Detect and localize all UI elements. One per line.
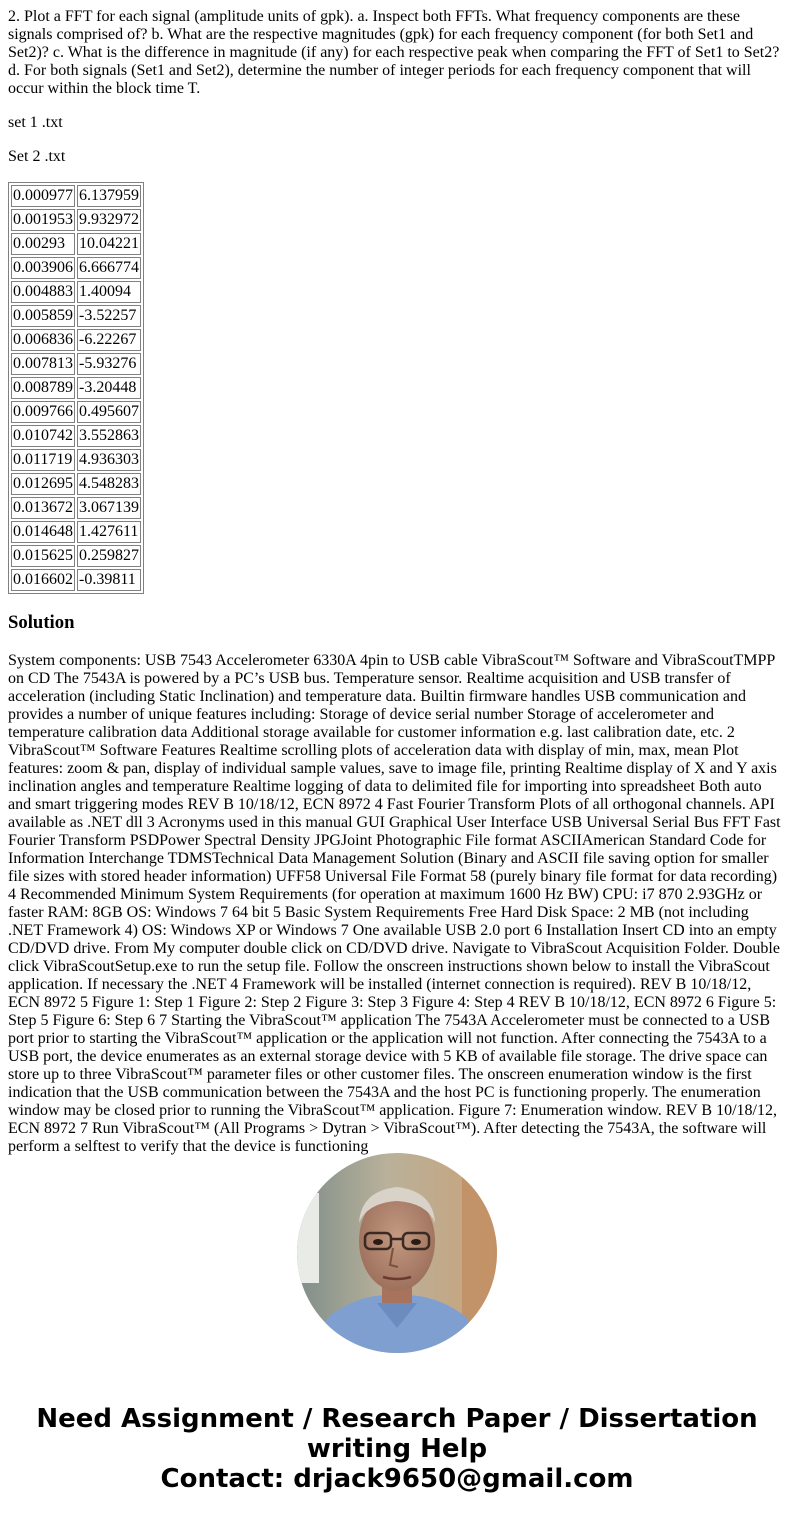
table-row: [11, 185, 141, 207]
solution-text: System components: USB 7543 Accelerometer 6330A 4pin to USB cable VibraScout™ Software and VibraScoutTMPP on CD The 7543A is powered by a PC’s USB bus. Temperature sensor. Realtime acquisition and USB transfer of acceleration (including Static Inclination) and temperature data. Builtin firmware handles USB communication and provides a number of unique features including: Storage of device serial number Storage of accelerometer and temperature calibration data Additional storage available for customer information e.g. last calibration date, etc. 2 VibraScout™ Software Features Realtime scrolling plots of acceleration data with display of min, max, mean Plot features: zoom & pan, display of individual sample values, save to image file, printing Realtime display of X and Y axis inclination angles and temperature Realtime logging of data to delimited file for importing into spreadsheet Both auto and smart triggering modes REV B 10/18/12, ECN 8972 4 Fast Fourier Transform Plots of all orthogonal channels. API available as .NET dll 3 Acronyms used in this manual GUI Graphical User Interface USB Universal Serial Bus FFT Fast Fourier Transform PSDPower Spectral Density JPGJoint Photographic File format ASCIIAmerican Standard Code for Information Interchange TDMSTechnical Data Management Solution (Binary and ASCII file saving option for smaller file sizes with stored header information) UFF58 Universal File Format 58 (purely binary file format for data recording) 4 Recommended Minimum System Requirements (for operation at maximum 1600 Hz BW) CPU: i7 870 2.93GHz or faster RAM: 8GB OS: Windows 7 64 bit 5 Basic System Requirements Free Hard Disk Space: 2 MB (not including .NET Framework 4) OS: Windows XP or Windows 7 One available USB 2.0 port 6 Installation Insert CD into an empty CD/DVD drive. From My computer double click on CD/DVD drive. Navigate to VibraScout Acquisition Folder. Double click VibraScoutSetup.exe to run the setup file. Follow the onscreen instructions shown below to install the VibraScout application. If necessary the .NET 4 Framework will be installed (internet connection is required). REV B 10/18/12, ECN 8972 5 Figure 1: Step 1 Figure 2: Step 2 Figure 3: Step 3 Figure 4: Step 4 REV B 10/18/12, ECN 8972 6 Figure 5: Step 5 Figure 6: Step 6 7 Starting the VibraScout™ application The 7543A Accelerometer must be connected to a USB port prior to starting the VibraScout™ application or the application will not function. After connecting the 7543A to a USB port, the device enumerates as an external storage device with 5 KB of available file storage. The drive space can store up to three VibraScout™ parameter files or other customer files. The onscreen enumeration window is the first indication that the USB communication between the 7543A and the host PC is functioning properly. The enumeration window may be closed prior to running the VibraScout™ application. Figure 7: Enumeration window. REV B 10/18/12, ECN 8972 7 Run VibraScout™ (All Programs > Dytran > VibraScout™). After detecting the 7543A, the software will perform a selftest to verify that the device is functioning: [8, 652, 781, 1155]
table-row: [11, 377, 141, 399]
solution-heading: Solution: [8, 612, 75, 633]
footer-line-2: writing Help: [306, 1434, 488, 1464]
table-cell-value: -3.52257: [77, 305, 141, 327]
table-cell-value: 4.936303: [77, 449, 141, 471]
table-row: [11, 257, 141, 279]
table-cell-time: 0.014648: [11, 521, 75, 543]
table-cell-time: 0.005859: [11, 305, 75, 327]
footer-contact: [0, 1404, 794, 1494]
table-row: [11, 233, 141, 255]
table-row: [11, 497, 141, 519]
table-row: [11, 305, 141, 327]
table-cell-value: 0.259827: [77, 545, 141, 567]
table-cell-value: 3.067139: [77, 497, 141, 519]
table-cell-value: 6.137959: [77, 185, 141, 207]
file-link-set1[interactable]: set 1 .txt: [8, 114, 63, 131]
table-cell-value: 9.932972: [77, 209, 141, 231]
table-cell-value: 4.548283: [77, 473, 141, 495]
table-cell-time: 0.003906: [11, 257, 75, 279]
table-cell-time: 0.00293: [11, 233, 75, 255]
table-cell-time: 0.001953: [11, 209, 75, 231]
table-cell-time: 0.010742: [11, 425, 75, 447]
data-table-body: [11, 185, 141, 591]
table-row: [11, 209, 141, 231]
table-row: [11, 449, 141, 471]
data-table: [8, 182, 144, 594]
table-row: [11, 353, 141, 375]
table-cell-value: -6.22267: [77, 329, 141, 351]
table-row: [11, 569, 141, 591]
table-cell-time: 0.015625: [11, 545, 75, 567]
avatar: [297, 1153, 497, 1353]
avatar-portrait-image: [297, 1153, 497, 1353]
table-cell-value: 1.40094: [77, 281, 141, 303]
footer-line-3: Contact: drjack9650@gmail.com: [160, 1464, 634, 1494]
table-cell-time: 0.007813: [11, 353, 75, 375]
table-cell-value: 1.427611: [77, 521, 141, 543]
page-content: [8, 8, 786, 1156]
table-row: [11, 401, 141, 423]
table-cell-value: 6.666774: [77, 257, 141, 279]
table-cell-value: -5.93276: [77, 353, 141, 375]
table-cell-time: 0.009766: [11, 401, 75, 423]
table-cell-time: 0.016602: [11, 569, 75, 591]
table-cell-value: -3.20448: [77, 377, 141, 399]
table-row: [11, 473, 141, 495]
table-cell-value: 10.04221: [77, 233, 141, 255]
question-text: 2. Plot a FFT for each signal (amplitude units of gpk). a. Inspect both FFTs. What frequency components are these signals comprised of? b. What are the respective magnitudes (gpk) for each frequency component (for both Set1 and Set2)? c. What is the difference in magnitude (if any) for each respective peak when comparing the FFT of Set1 to Set2? d. For both signals (Set1 and Set2), determine the number of integer periods for each frequency component that will occur within the block time T.: [8, 8, 780, 97]
footer-line-1: Need Assignment / Research Paper / Dissertation: [36, 1404, 758, 1434]
table-cell-value: 0.495607: [77, 401, 141, 423]
table-cell-value: -0.39811: [77, 569, 141, 591]
table-cell-time: 0.013672: [11, 497, 75, 519]
table-cell-time: 0.011719: [11, 449, 75, 471]
table-cell-time: 0.000977: [11, 185, 75, 207]
table-row: [11, 281, 141, 303]
table-cell-time: 0.004883: [11, 281, 75, 303]
table-cell-value: 3.552863: [77, 425, 141, 447]
table-cell-time: 0.012695: [11, 473, 75, 495]
table-cell-time: 0.006836: [11, 329, 75, 351]
table-row: [11, 329, 141, 351]
file-link-set2[interactable]: Set 2 .txt: [8, 148, 66, 165]
table-cell-time: 0.008789: [11, 377, 75, 399]
table-row: [11, 521, 141, 543]
table-row: [11, 425, 141, 447]
table-row: [11, 545, 141, 567]
